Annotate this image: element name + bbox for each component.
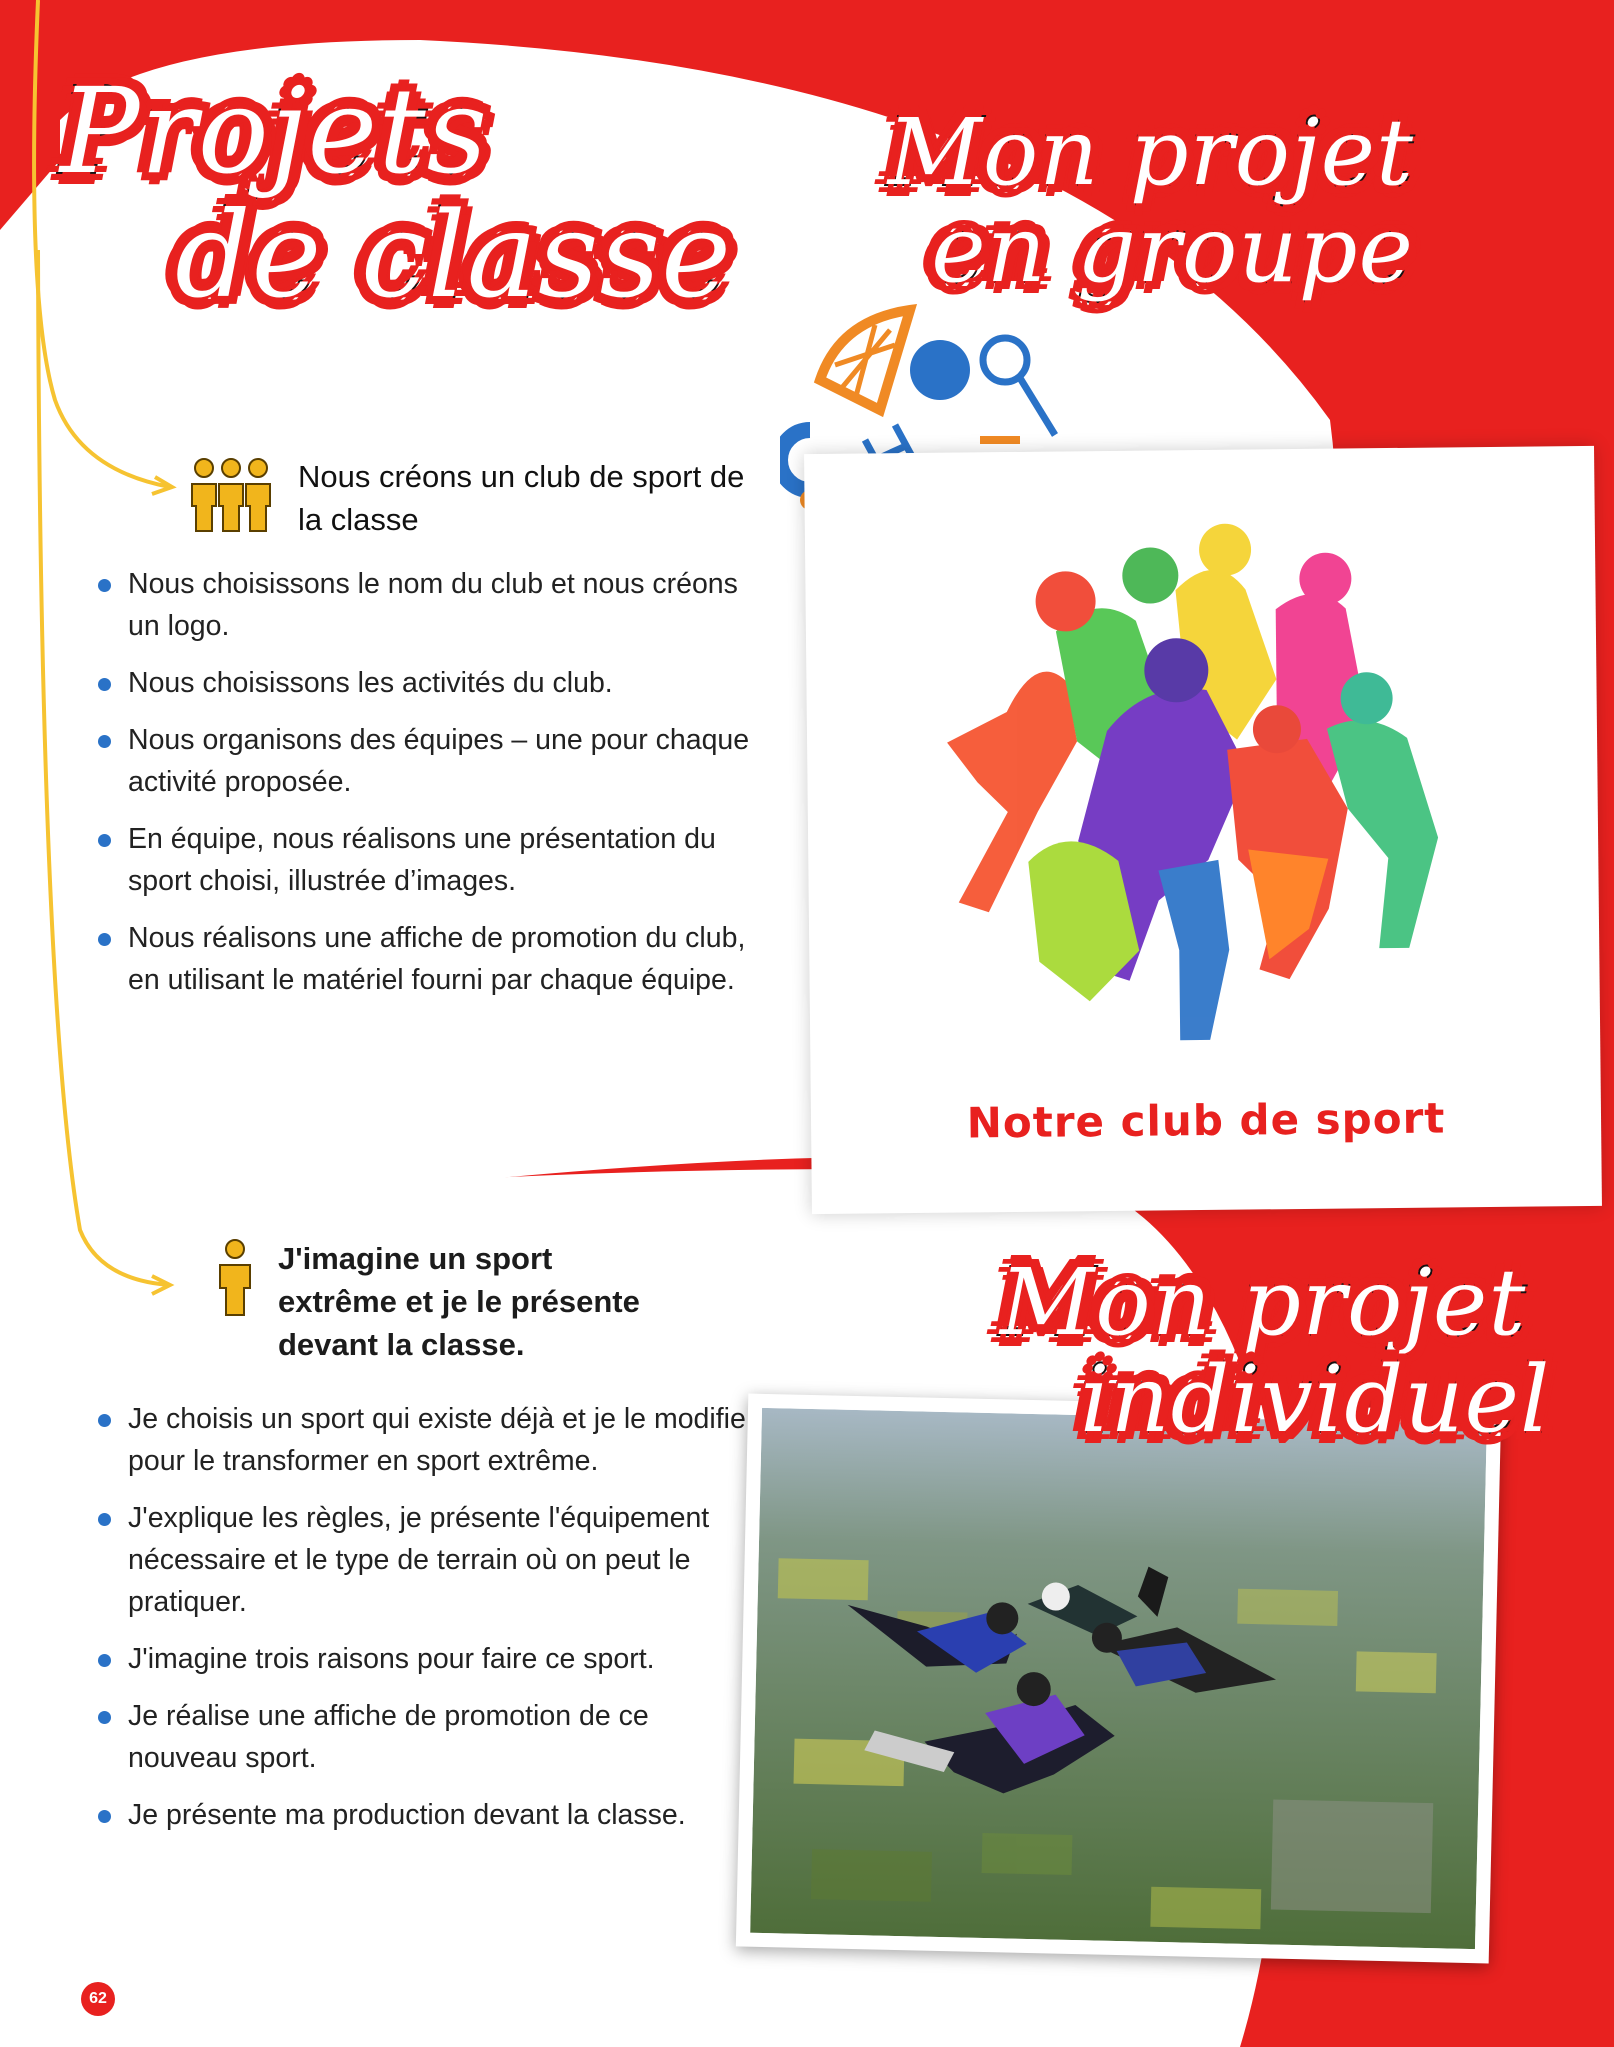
group-people-icon: [186, 456, 276, 536]
list-item-text: Je présente ma production devant la classe.: [128, 1799, 686, 1831]
list-item: [98, 917, 758, 1001]
athletes-silhouettes-image: [804, 476, 1600, 1084]
list-item-text: Nous choisissons les activités du club.: [128, 667, 613, 699]
group-project-list: [98, 563, 758, 1016]
section-individual-heading-text: J'imagine un sport extrême et je le présente devant la classe.: [278, 1241, 640, 1362]
bullet-dot: [98, 1654, 111, 1667]
bullet-dot: [98, 1711, 111, 1724]
list-item: [98, 1497, 758, 1623]
skydiving-photo: [736, 1394, 1501, 1964]
section-group-heading-text: Nous créons un club de sport de la classe: [298, 459, 745, 537]
individual-project-title-line-2: individuel: [1080, 1345, 1551, 1453]
section-individual-heading: [214, 1238, 668, 1366]
bullet-dot: [98, 1414, 111, 1427]
list-item: [98, 1794, 758, 1836]
page-title: [60, 62, 732, 324]
section-group-heading: [186, 456, 758, 542]
list-item-text: Nous organisons des équipes – une pour chaque activité proposée.: [128, 724, 750, 798]
list-item: [98, 818, 758, 902]
bullet-dot: [98, 579, 111, 592]
single-person-icon: [214, 1238, 256, 1318]
bullet-dot: [98, 678, 111, 691]
list-item: [98, 719, 758, 803]
list-item-text: J'imagine trois raisons pour faire ce sport.: [128, 1643, 655, 1675]
page-title-line-2: de classe: [175, 185, 732, 324]
list-item-text: Nous réalisons une affiche de promotion du club, en utilisant le matériel fourni par chaque équipe.: [128, 922, 746, 996]
list-item-text: Je choisis un sport qui existe déjà et je le modifie pour le transformer en sport extrême.: [128, 1403, 746, 1477]
list-item: [98, 1638, 758, 1680]
individual-project-title-line-1: Mon projet: [1000, 1249, 1527, 1356]
list-item: [98, 563, 758, 647]
group-project-title-line-1: Mon projet: [887, 99, 1414, 206]
list-item-text: J'explique les règles, je présente l'équipement nécessaire et le type de terrain où on peut le pratiquer.: [128, 1502, 710, 1618]
individual-project-list: [98, 1398, 758, 1851]
bullet-dot: [98, 735, 111, 748]
list-item: [98, 1398, 758, 1482]
bullet-dot: [98, 1810, 111, 1823]
list-item: [98, 1695, 758, 1779]
club-logo-card: [804, 446, 1602, 1214]
group-project-title-line-2: en groupe: [931, 195, 1414, 303]
individual-project-title: [1000, 1249, 1551, 1453]
bullet-dot: [98, 1513, 111, 1526]
skydivers-aerial-image: [750, 1408, 1487, 1949]
bullet-dot: [98, 834, 111, 847]
list-item: [98, 662, 758, 704]
list-item-text: Je réalise une affiche de promotion de ce nouveau sport.: [128, 1700, 649, 1774]
list-item-text: En équipe, nous réalisons une présentation du sport choisi, illustrée d’images.: [128, 823, 716, 897]
list-item-text: Nous choisissons le nom du club et nous créons un logo.: [128, 568, 738, 642]
club-logo-caption: Notre club de sport: [966, 1093, 1446, 1148]
page-title-line-1: Projets: [60, 62, 489, 200]
group-project-title: [856, 99, 1414, 303]
page-number: 62: [81, 1982, 115, 2016]
bullet-dot: [98, 933, 111, 946]
